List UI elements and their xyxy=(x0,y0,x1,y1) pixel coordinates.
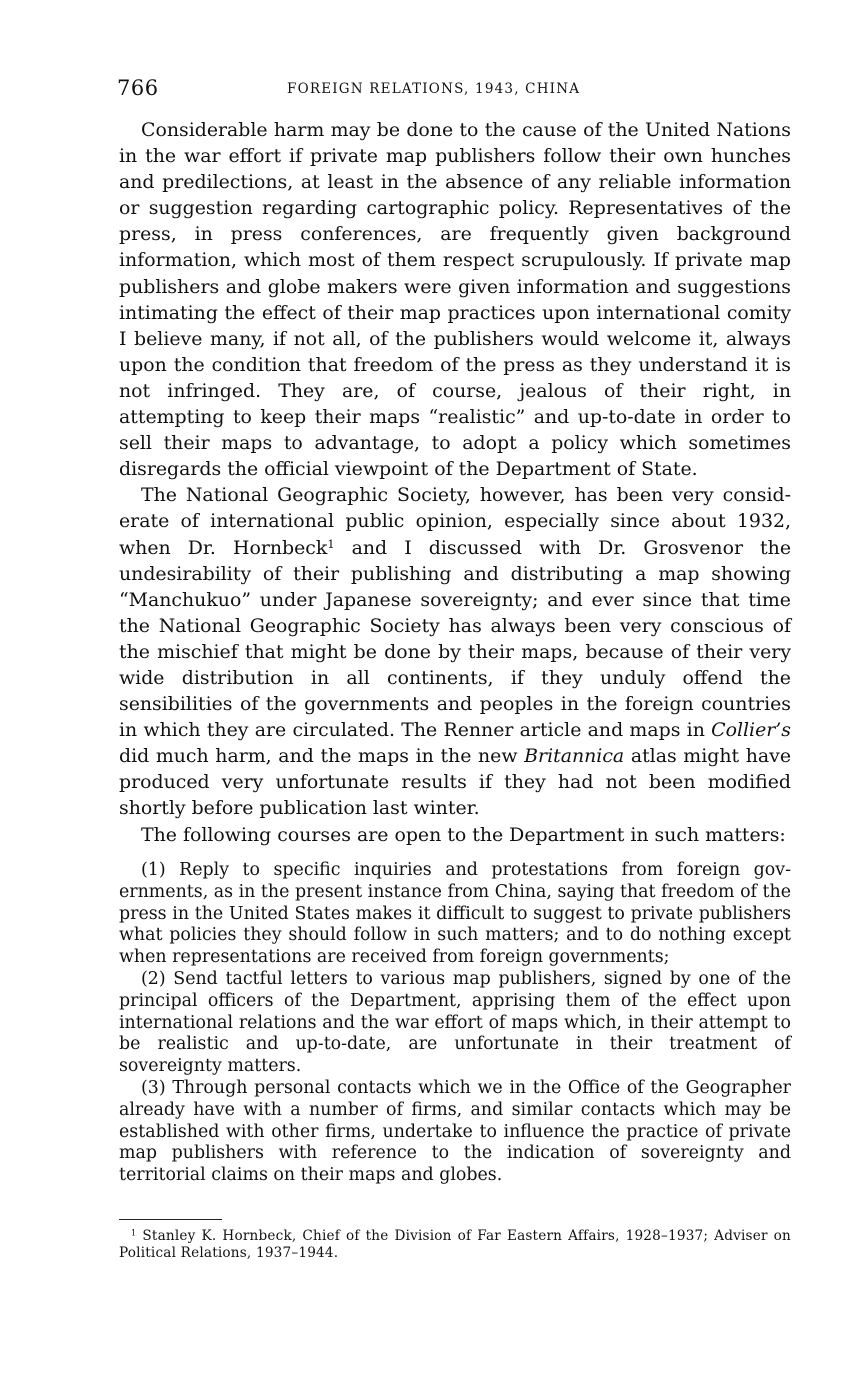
footnote-divider xyxy=(119,1219,222,1220)
list-item: (2) Send tactful letters to various map publishers, signed by one of the principal officers of the Department, apprising them of the effect upon international relations and the war effort of maps which, in their attempt to be realistic and up-to-date, are unfortunate in their treatment of sovereignty matters. xyxy=(119,968,791,1077)
paragraph: Considerable harm may be done to the cause of the United Nations in the war effort if private map publishers follow their own hunches and predilections, at least in the absence of any reliable information or suggestion regarding cartographic policy. Representatives of the press, in press conferences, are frequently given background information, which most of them respect scrupulously. If private map publishers and globe makers were given information and suggestions intimating the effect of their map practices upon international comity I believe many, if not all, of the publishers would welcome it, always upon the condition that freedom of the press as they understand it is not infringed. They are, of course, jealous of their right, in attempting to keep their maps “realistic” and up-to-date in order to sell their maps to advantage, to adopt a policy which sometimes disregards the official viewpoint of the Department of State. xyxy=(119,119,791,481)
paragraph xyxy=(119,482,791,821)
footnote xyxy=(119,1228,791,1262)
list-item: (3) Through personal contacts which we in the Office of the Geographer already have with a number of firms, and similar contacts which may be established with other firms, undertake to influence the practice of private map publishers with reference to the indication of sovereignty and territorial claims on their maps and globes. xyxy=(119,1077,791,1186)
page-number: 766 xyxy=(117,76,159,100)
footnote-reference: 1 xyxy=(327,536,335,551)
page-header xyxy=(117,72,793,104)
footnote-text xyxy=(119,1228,791,1262)
publication-title: Collier’s xyxy=(711,719,791,742)
paragraph-text: and I discussed with Dr. Grosvenor the undesirability of their publishing and distributing a map showing “Manchukuo” under Japanese sovereignty; and ever since that time the National Geographic Society has always been very conscious of the mischief that might be done by their maps, because of their very wide distribution in all continents, if they unduly offend the sensibilities of the governments and peoples in the foreign countries in which they are circulated. The Renner article and maps in xyxy=(119,536,791,742)
paragraph-text: did much harm, and the maps in the new xyxy=(119,745,525,768)
main-text xyxy=(119,117,791,848)
courses-list xyxy=(119,860,791,1187)
paragraph: The following courses are open to the Department in such matters: xyxy=(141,823,786,846)
publication-title: Britannica xyxy=(524,745,625,768)
footnote-marker: 1 xyxy=(131,1227,137,1238)
list-item: (1) Reply to specific inquiries and protestations from foreign governments, as in the present instance from China, saying that freedom of the press in the United States makes it difficult to suggest to private publishers what policies they should follow in such matters; and to do nothing except when representations are received from foreign governments; xyxy=(119,860,791,968)
paragraph-text: The National Geographic Society, however, has been very considerate of international public opinion, especially since about 1932, when Dr. Hornbeck xyxy=(119,484,791,559)
paragraph-text: atlas might have produced very unfortunate results if they had not been modified shortly before publication last winter. xyxy=(119,745,792,820)
running-title: FOREIGN RELATIONS, 1943, CHINA xyxy=(287,81,581,97)
footnote-body: Stanley K. Hornbeck, Chief of the Division of Far Eastern Affairs, 1928–1937; Adviser on Political Relations, 1937–1944. xyxy=(119,1228,791,1261)
